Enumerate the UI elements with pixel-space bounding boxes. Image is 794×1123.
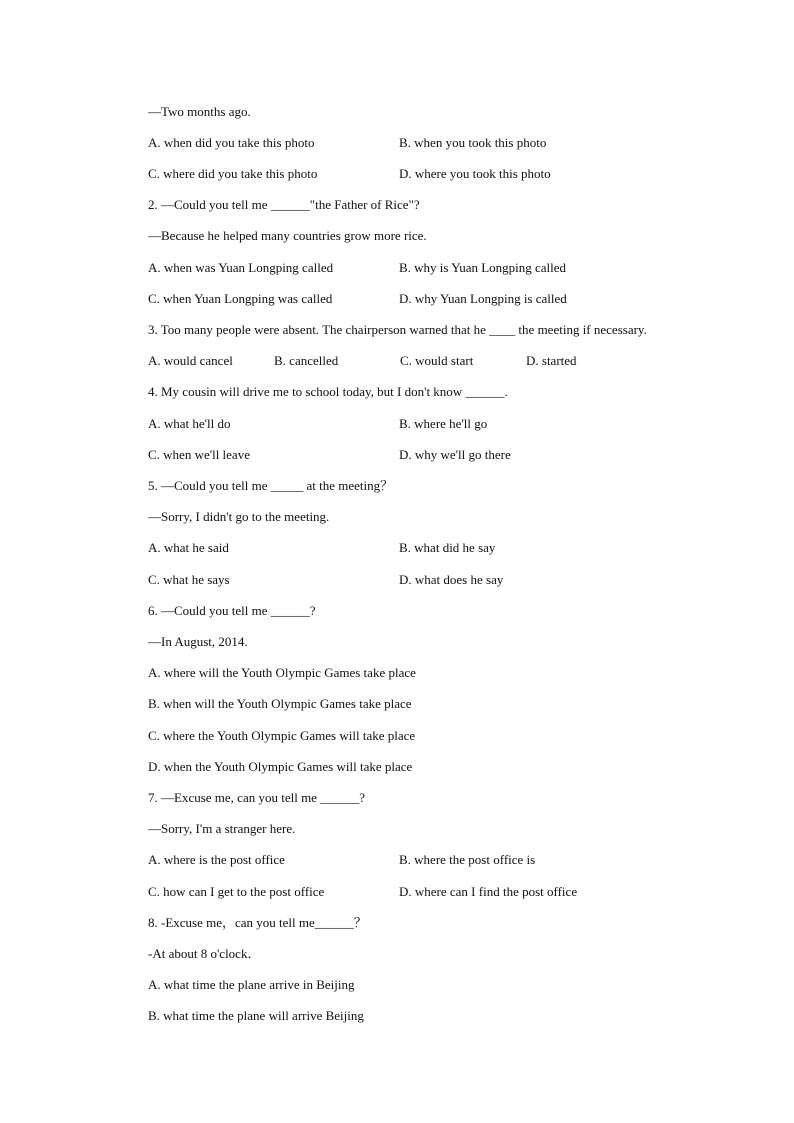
q8-answer-line: -At about 8 o'clock． xyxy=(148,946,261,961)
q8-question: 8. -Excuse me，can you tell me______？ xyxy=(148,915,367,930)
q1-option-c: C. where did you take this photo xyxy=(148,166,318,181)
q1-option-a: A. when did you take this photo xyxy=(148,135,315,150)
q8-option-b: B. what time the plane will arrive Beijing xyxy=(148,1008,364,1023)
q6-option-b: B. when will the Youth Olympic Games take place xyxy=(148,696,412,711)
q7-answer-line: —Sorry, I'm a stranger here. xyxy=(148,821,296,836)
q1-option-d: D. where you took this photo xyxy=(399,166,551,181)
q5-answer-line: —Sorry, I didn't go to the meeting. xyxy=(148,509,330,524)
q7-question: 7. —Excuse me, can you tell me ______? xyxy=(148,790,365,805)
q5-question: 5. —Could you tell me _____ at the meeting？ xyxy=(148,478,394,493)
q3-question: 3. Too many people were absent. The chairperson warned that he ____ the meeting if necessary. xyxy=(148,322,647,337)
q5-option-b: B. what did he say xyxy=(399,540,496,555)
q6-answer-line: —In August, 2014. xyxy=(148,634,248,649)
q8-option-a: A. what time the plane arrive in Beijing xyxy=(148,977,355,992)
q4-option-c: C. when we'll leave xyxy=(148,447,250,462)
q2-option-a: A. when was Yuan Longping called xyxy=(148,260,334,275)
q6-option-a: A. where will the Youth Olympic Games take place xyxy=(148,665,416,680)
q4-option-b: B. where he'll go xyxy=(399,416,488,431)
q2-option-b: B. why is Yuan Longping called xyxy=(399,260,567,275)
q5-option-d: D. what does he say xyxy=(399,572,504,587)
q5-option-a: A. what he said xyxy=(148,540,229,555)
q7-option-c: C. how can I get to the post office xyxy=(148,884,325,899)
q3-option-a: A. would cancel xyxy=(148,353,233,368)
q7-option-d: D. where can I find the post office xyxy=(399,884,578,899)
q2-answer-line: —Because he helped many countries grow more rice. xyxy=(148,228,427,243)
q3-option-b: B. cancelled xyxy=(274,353,339,368)
q7-option-a: A. where is the post office xyxy=(148,852,285,867)
q3-option-c: C. would start xyxy=(400,353,474,368)
q6-question: 6. —Could you tell me ______? xyxy=(148,603,316,618)
q1-answer-line: —Two months ago. xyxy=(148,104,251,119)
q2-option-c: C. when Yuan Longping was called xyxy=(148,291,333,306)
q7-option-b: B. where the post office is xyxy=(399,852,536,867)
q4-option-d: D. why we'll go there xyxy=(399,447,511,462)
q2-option-d: D. why Yuan Longping is called xyxy=(399,291,567,306)
q1-option-b: B. when you took this photo xyxy=(399,135,547,150)
q5-option-c: C. what he says xyxy=(148,572,230,587)
q2-question: 2. —Could you tell me ______"the Father of Rice"? xyxy=(148,197,420,212)
q3-option-d: D. started xyxy=(526,353,577,368)
q6-option-c: C. where the Youth Olympic Games will take place xyxy=(148,728,416,743)
q4-question: 4. My cousin will drive me to school today, but I don't know ______. xyxy=(148,384,508,399)
q6-option-d: D. when the Youth Olympic Games will take place xyxy=(148,759,413,774)
q4-option-a: A. what he'll do xyxy=(148,416,231,431)
